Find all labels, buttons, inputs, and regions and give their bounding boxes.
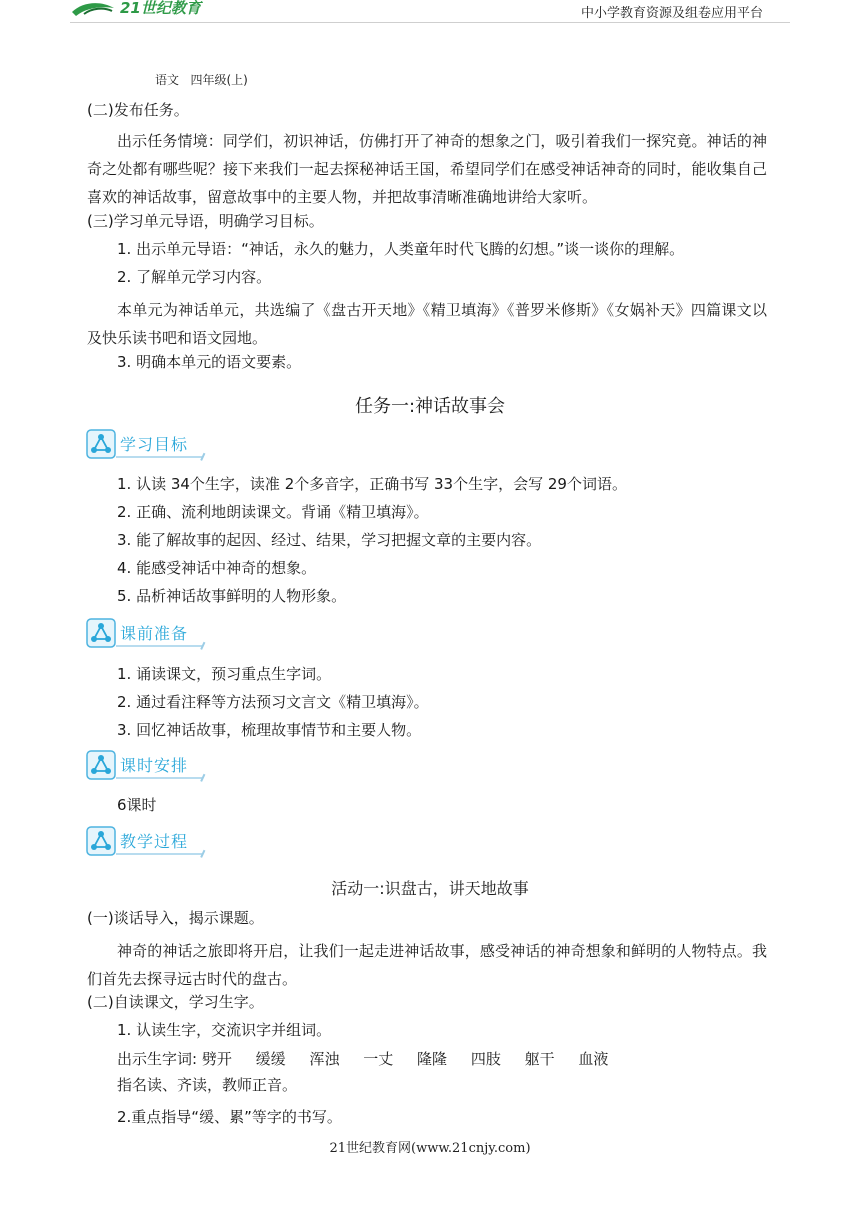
header-divider (70, 22, 790, 23)
vocab-word: 一丈 (363, 1050, 394, 1068)
class-hours-text: 6课时 (117, 796, 157, 814)
unit-intro-item-1: 1. 出示单元导语：“神话，永久的魅力，人类童年时代飞腾的幻想。”谈一谈你的理解。 (117, 240, 685, 258)
logo-text: 21世纪教育 (120, 0, 201, 17)
section-badge-process (86, 826, 206, 862)
vocab-line (117, 1045, 608, 1073)
goal-item-1: 1. 认读 34个生字，读准 2个多音字，正确书写 33个生字，会写 29个词语。 (117, 475, 627, 493)
badge-underline (116, 853, 202, 855)
heading-intro-talk: (一)谈话导入，揭示课题。 (87, 909, 264, 927)
vocab-word: 劈开 (201, 1050, 232, 1068)
section-badge-prep (86, 618, 206, 654)
footer-site: 21世纪教育网(www.21cnjy.com) (329, 1141, 531, 1156)
section-title-hours: 课时安排 (120, 756, 189, 775)
vocab-word: 浑浊 (309, 1050, 340, 1068)
goal-item-2: 2. 正确、流利地朗读课文。背诵《精卫填海》。 (117, 503, 429, 521)
badge-tick (197, 848, 206, 858)
prep-item-2: 2. 通过看注释等方法预习文言文《精卫填海》。 (117, 693, 429, 711)
task-scenario-paragraph: 出示任务情境：同学们，初识神话，仿佛打开了神奇的想象之门，吸引着我们一探究竟。神话的神奇之处都有哪些呢？接下来我们一起去探秘神话王国，希望同学们在感受神话神奇的同时，能收集自己喜欢的神话故事，留意故事中的主要人物，并把故事清晰准确地讲给大家听。 (87, 132, 767, 206)
prep-item-1: 1. 诵读课文，预习重点生字词。 (117, 665, 332, 683)
prep-item-3: 3. 回忆神话故事，梳理故事情节和主要人物。 (117, 721, 422, 739)
heading-publish-task: (二)发布任务。 (87, 101, 189, 119)
vocab-word: 隆隆 (417, 1050, 448, 1068)
network-badge-icon (86, 826, 116, 856)
badge-tick (197, 772, 206, 782)
section-title-process: 教学过程 (120, 832, 189, 851)
unit-intro-item-2: 2. 了解单元学习内容。 (117, 268, 272, 286)
goal-item-3: 3. 能了解故事的起因、经过、结果，学习把握文章的主要内容。 (117, 531, 542, 549)
badge-tick (197, 640, 206, 650)
section-badge-goals (86, 429, 206, 465)
vocab-label: 出示生字词: (117, 1050, 198, 1068)
vocab-word: 躯干 (524, 1050, 555, 1068)
self-read-item-1: 1. 认读生字，交流识字并组词。 (117, 1021, 332, 1039)
site-logo (70, 0, 230, 18)
heading-self-read: (二)自读课文，学习生字。 (87, 993, 264, 1011)
header-platform-title: 中小学教育资源及组卷应用平台 (580, 6, 763, 21)
badge-underline (116, 645, 202, 647)
vocab-word: 四肢 (470, 1050, 501, 1068)
goal-item-4: 4. 能感受神话中神奇的想象。 (117, 559, 317, 577)
section-title-prep: 课前准备 (120, 624, 189, 643)
badge-underline (116, 456, 202, 458)
network-badge-icon (86, 750, 116, 780)
network-badge-icon (86, 429, 116, 459)
subject-grade-label: 语文 四年级(上) (155, 73, 248, 87)
section-title-goals: 学习目标 (120, 435, 189, 454)
heading-unit-intro: (三)学习单元导语，明确学习目标。 (87, 212, 324, 230)
badge-tick (197, 451, 206, 461)
vocab-word: 缓缓 (255, 1050, 286, 1068)
task-title: 任务一:神话故事会 (354, 396, 506, 417)
network-badge-icon (86, 618, 116, 648)
badge-underline (116, 777, 202, 779)
vocab-word: 血液 (578, 1050, 609, 1068)
activity-title: 活动一:识盘古，讲天地故事 (331, 879, 529, 898)
goal-item-5: 5. 品析神话故事鲜明的人物形象。 (117, 587, 347, 605)
activity-intro-paragraph: 神奇的神话之旅即将开启，让我们一起走进神话故事，感受神话的神奇想象和鲜明的人物特点。我们首先去探寻远古时代的盘古。 (87, 942, 767, 988)
section-badge-hours (86, 750, 206, 786)
read-practice-text: 指名读、齐读，教师正音。 (117, 1076, 298, 1094)
writing-guidance-text: 2.重点指导“缓、累”等字的书写。 (117, 1108, 342, 1126)
unit-intro-item-3: 3. 明确本单元的语文要素。 (117, 353, 302, 371)
unit-content-paragraph: 本单元为神话单元，共选编了《盘古开天地》《精卫填海》《普罗米修斯》《女娲补天》四篇课文以及快乐读书吧和语文园地。 (87, 301, 767, 347)
